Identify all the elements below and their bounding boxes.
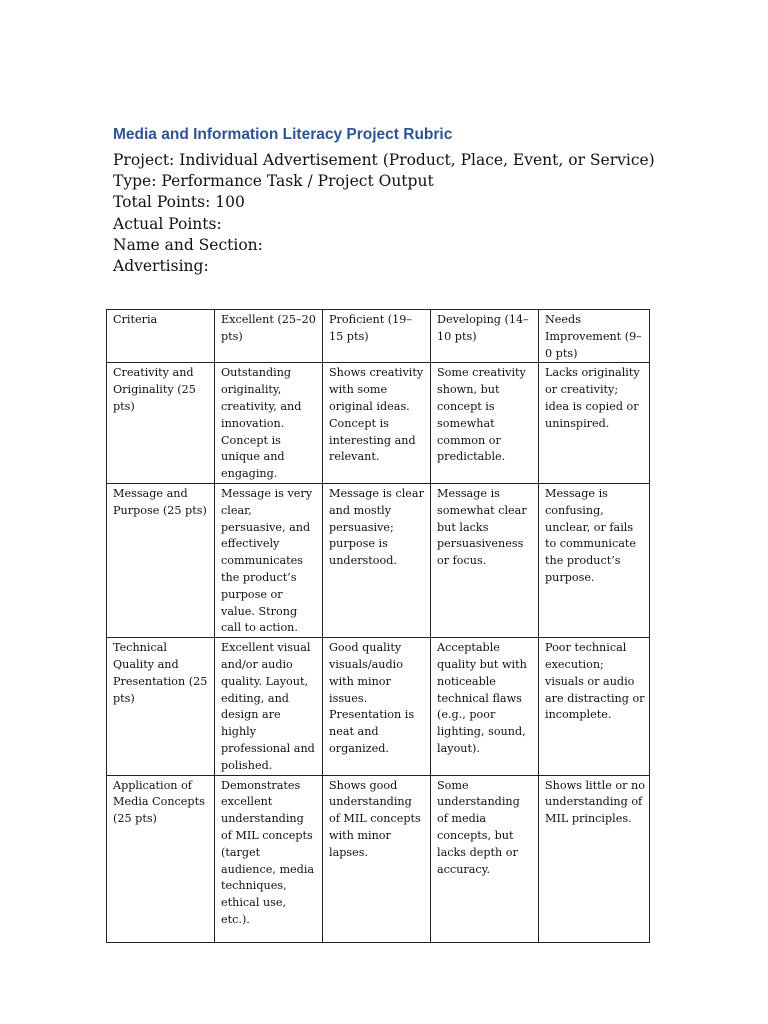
- proficient-cell: Message is clear and mostly persuasive; purpose is understood.: [323, 483, 431, 637]
- rubric-header-row: [107, 310, 650, 363]
- rubric-table: [106, 309, 650, 943]
- header-cell-excellent: Excellent (25–20 pts): [215, 310, 323, 363]
- needs-improvement-cell: Poor technical execution; visuals or audio are distracting or incomplete.: [539, 638, 650, 775]
- document-heading: Media and Information Literacy Project Rubric: [113, 126, 453, 143]
- table-row: [107, 363, 650, 484]
- developing-cell: Acceptable quality but with noticeable technical flaws (e.g., poor lighting, sound, layout).: [431, 638, 539, 775]
- excellent-cell: Message is very clear, persuasive, and effectively communicates the product’s purpose or value. Strong call to action.: [215, 483, 323, 637]
- name-section-line: Name and Section:: [113, 235, 263, 254]
- developing-cell: Message is somewhat clear but lacks persuasiveness or focus.: [431, 483, 539, 637]
- excellent-cell: Excellent visual and/or audio quality. Layout, editing, and design are highly professional and polished.: [215, 638, 323, 775]
- developing-cell: Some understanding of media concepts, but lacks depth or accuracy.: [431, 775, 539, 942]
- total-points-line: Total Points: 100: [113, 193, 245, 212]
- table-row: [107, 775, 650, 942]
- proficient-cell: Shows creativity with some original ideas. Concept is interesting and relevant.: [323, 363, 431, 484]
- needs-improvement-cell: Lacks originality or creativity; idea is copied or uninspired.: [539, 363, 650, 484]
- actual-points-line: Actual Points:: [113, 214, 222, 233]
- header-cell-proficient: Proficient (19–15 pts): [323, 310, 431, 363]
- needs-improvement-cell: Shows little or no understanding of MIL principles.: [539, 775, 650, 942]
- header-cell-criteria: Criteria: [107, 310, 215, 363]
- excellent-cell: Outstanding originality, creativity, and innovation. Concept is unique and engaging.: [215, 363, 323, 484]
- criteria-cell: Creativity and Originality (25 pts): [107, 363, 215, 484]
- developing-cell: Some creativity shown, but concept is somewhat common or predictable.: [431, 363, 539, 484]
- advertising-line: Advertising:: [113, 257, 209, 276]
- project-line: Project: Individual Advertisement (Product, Place, Event, or Service): [113, 151, 655, 169]
- proficient-cell: Shows good understanding of MIL concepts with minor lapses.: [323, 775, 431, 942]
- criteria-cell: Message and Purpose (25 pts): [107, 483, 215, 637]
- header-cell-developing: Developing (14–10 pts): [431, 310, 539, 363]
- needs-improvement-cell: Message is confusing, unclear, or fails to communicate the product’s purpose.: [539, 483, 650, 637]
- table-row: [107, 638, 650, 775]
- header-cell-needs-improvement: Needs Improvement (9–0 pts): [539, 310, 650, 363]
- type-line: Type: Performance Task / Project Output: [113, 172, 434, 191]
- criteria-cell: Technical Quality and Presentation (25 pts): [107, 638, 215, 775]
- table-row: [107, 483, 650, 637]
- proficient-cell: Good quality visuals/audio with minor issues. Presentation is neat and organized.: [323, 638, 431, 775]
- project-info-block: [113, 150, 655, 277]
- excellent-cell: Demonstrates excellent understanding of MIL concepts (target audience, media techniques, ethical use, etc.).: [215, 775, 323, 942]
- criteria-cell: Application of Media Concepts (25 pts): [107, 775, 215, 942]
